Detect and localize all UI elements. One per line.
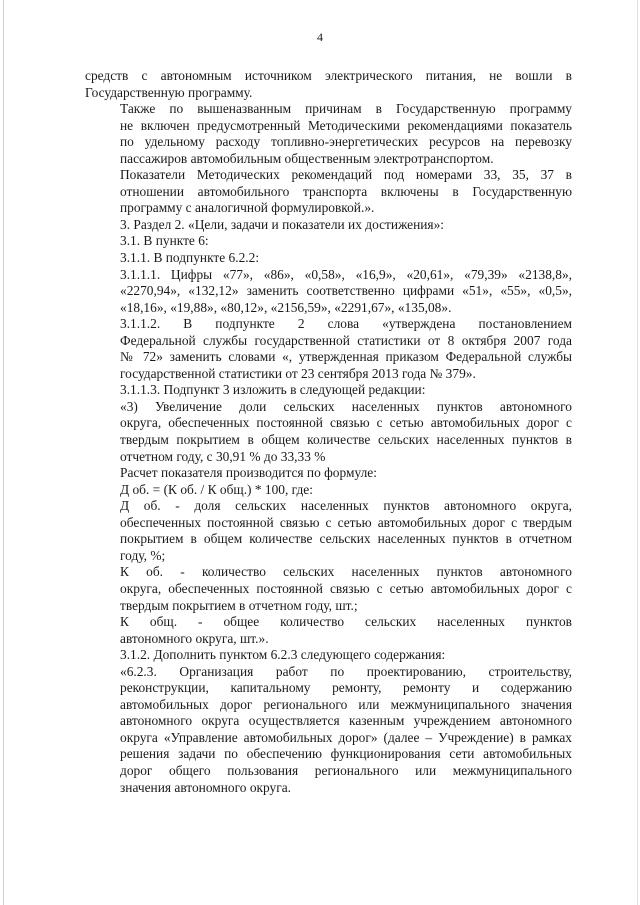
paragraph <box>85 217 572 234</box>
text-line: 3.1.1.2. В подпункте 2 слова «утверждена постановлением <box>120 316 572 332</box>
text-line: твердым покрытием в общем количестве сельских населенных пунктов в <box>120 432 572 448</box>
text-line: по удельному расходу топливно-энергетических ресурсов на перевозку <box>120 134 572 150</box>
text-line: 3.1.2. Дополнить пунктом 6.2.3 следующего содержания: <box>120 647 446 663</box>
text-line: решения задачи по обеспечению функционирования сети автомобильных <box>120 746 572 762</box>
text-line: «2270,94», «132,12» заменить соответственно цифрами «51», «55», «0,5», <box>120 283 572 299</box>
text-line: Федеральной службы государственной статистики от 8 октября 2007 года <box>120 332 572 348</box>
text-line: государственной статистики от 23 сентября 2013 года № 379». <box>120 365 476 381</box>
paragraph <box>85 267 572 317</box>
paragraph <box>85 399 572 465</box>
text-line: 3.1.1. В подпункте 6.2.2: <box>120 250 260 266</box>
text-line: Показатели Методических рекомендаций под номерами 33, 35, 37 в <box>120 167 572 183</box>
text-line: обеспеченных постоянной связью с сетью автомобильных дорог с твердым <box>120 514 572 530</box>
paragraph <box>85 250 572 267</box>
text-line: программу с аналогичной формулировкой.». <box>120 200 375 216</box>
text-line: году, %; <box>120 547 166 563</box>
text-line: № 72» заменить словами «, утвержденная приказом Федеральной службы <box>120 349 572 365</box>
text-line: покрытием в общем количестве сельских населенных пунктов в отчетном <box>120 531 572 547</box>
paragraph <box>85 101 572 167</box>
paragraph <box>85 465 572 482</box>
text-line: средств с автономным источником электрического питания, не вошли в <box>85 68 572 83</box>
text-line: отчетном году, с 30,91 % до 33,33 % <box>120 448 326 464</box>
text-line: Расчет показателя производится по формуле: <box>120 465 377 481</box>
paragraph <box>85 482 572 499</box>
text-line: К общ. - общее количество сельских населенных пунктов <box>120 614 572 630</box>
paragraph <box>85 382 572 399</box>
paragraph <box>85 664 572 796</box>
text-line: округа «Управление автомобильных дорог» (далее – Учреждение) в рамках <box>120 729 572 745</box>
paragraph <box>85 564 572 614</box>
text-line: 3.1.1.1. Цифры «77», «86», «0,58», «16,9», «20,61», «79,39» «2138,8», <box>120 266 572 282</box>
text-line: 3. Раздел 2. «Цели, задачи и показатели их достижения»: <box>120 216 444 232</box>
text-line: 3.1.1.3. Подпункт 3 изложить в следующей редакции: <box>120 382 426 398</box>
text-line: автономного округа осуществляется казенным учреждением автономного <box>120 713 572 729</box>
text-line: значения автономного округа. <box>120 779 292 795</box>
text-line: К об. - количество сельских населенных пунктов автономного <box>120 564 572 580</box>
text-line: округа, обеспеченных постоянной связью с сетью автомобильных дорог с <box>120 415 572 431</box>
paragraph <box>85 316 572 382</box>
paragraph <box>85 498 572 564</box>
paragraph <box>85 614 572 647</box>
text-line: «3) Увеличение доли сельских населенных пунктов автономного <box>120 398 572 414</box>
text-line: твердым покрытием в отчетном году, шт.; <box>120 597 358 613</box>
scan-edge-right <box>637 0 638 905</box>
page-number: 4 <box>317 30 323 44</box>
text-line: автомобильных дорог регионального или межмуниципального значения <box>120 696 572 712</box>
text-line: «6.2.3. Организация работ по проектированию, строительству, <box>120 663 572 679</box>
text-line: Д об. - доля сельских населенных пунктов автономного округа, <box>120 498 572 514</box>
paragraph <box>85 68 572 101</box>
text-line: пассажиров автомобильным общественным электротранспортом. <box>120 150 494 166</box>
text-line: Д об. = (К об. / К общ.) * 100, где: <box>120 481 313 497</box>
paragraph <box>85 233 572 250</box>
text-line: не включен предусмотренный Методическими рекомендациями показатель <box>120 117 572 133</box>
text-line: 3.1. В пункте 6: <box>120 233 209 249</box>
document-body <box>85 68 572 796</box>
text-line: «18,16», «19,88», «80,12», «2156,59», «2291,67», «135,08». <box>120 299 452 315</box>
paragraph <box>85 647 572 664</box>
text-line: отношении автомобильного транспорта включены в Государственную <box>120 183 572 199</box>
paragraph <box>85 167 572 217</box>
text-line: Также по вышеназванным причинам в Государственную программу <box>120 101 572 117</box>
text-line: Государственную программу. <box>85 84 253 100</box>
text-line: автономного округа, шт.». <box>120 630 269 646</box>
scan-edge-left <box>3 0 4 905</box>
text-line: дорог общего пользования регионального или межмуниципального <box>120 762 572 778</box>
text-line: реконструкции, капитальному ремонту, ремонту и содержанию <box>120 680 572 696</box>
text-line: округа, обеспеченных постоянной связью с сетью автомобильных дорог с <box>120 580 572 596</box>
